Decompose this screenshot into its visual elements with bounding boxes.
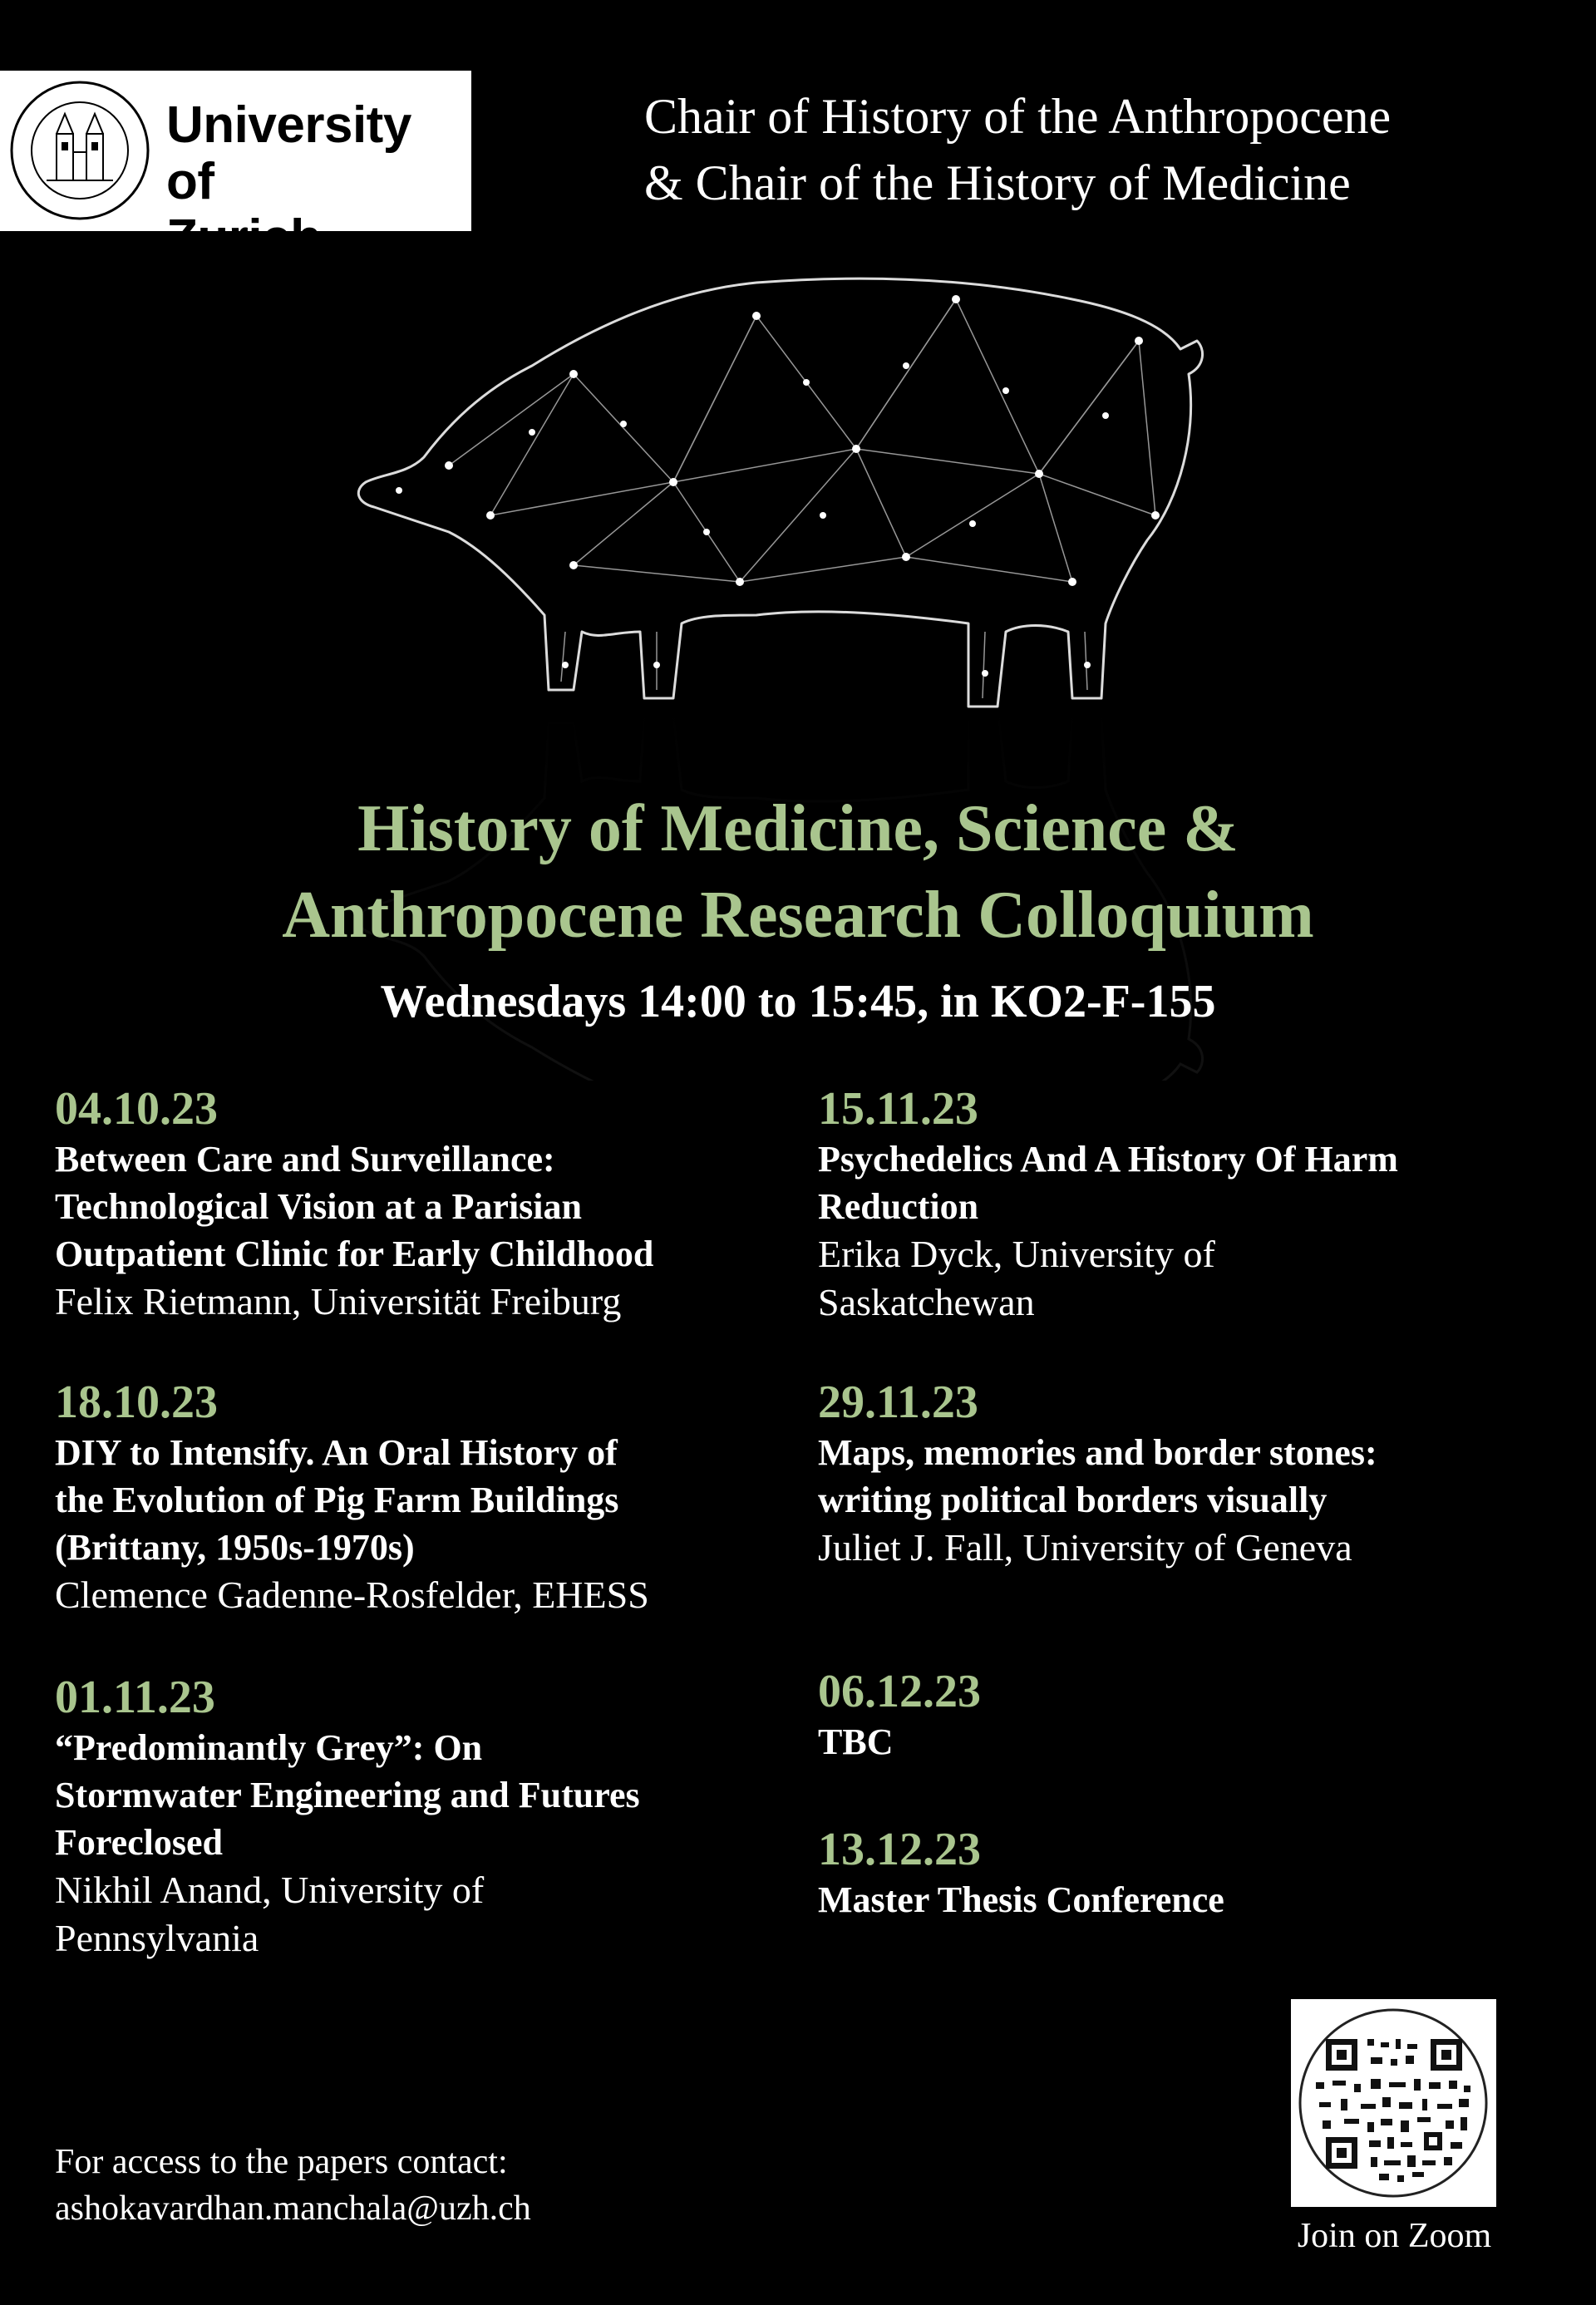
event-6 (818, 1665, 1566, 1766)
event-speaker: Pennsylvania (55, 1917, 259, 1959)
zoom-qr-code[interactable] (1291, 1999, 1496, 2207)
event-7 (818, 1823, 1566, 1923)
event-date: 18.10.23 (55, 1377, 218, 1428)
event-2 (55, 1376, 803, 1619)
event-title-line: Between Care and Surveillance: (55, 1139, 555, 1180)
event-speaker: Nikhil Anand, University of (55, 1869, 485, 1911)
contact-label: For access to the papers contact: (55, 2143, 508, 2181)
event-date: 04.10.23 (55, 1083, 218, 1135)
event-1 (55, 1082, 803, 1326)
logo-line-2: Zurich (166, 209, 322, 267)
event-title-line: Technological Vision at a Parisian (55, 1186, 583, 1227)
title-line-2: Anthropocene Research Colloquium (282, 879, 1314, 952)
event-title-line: Stormwater Engineering and Futures (55, 1775, 640, 1815)
qr-code-icon (1291, 1999, 1496, 2207)
title-line-1: History of Medicine, Science & (357, 792, 1239, 865)
event-title-line: TBC (818, 1721, 894, 1762)
wireframe-pig-illustration (324, 266, 1272, 1081)
logo-sup: UZH (324, 239, 362, 260)
event-4 (818, 1082, 1566, 1327)
event-speaker: Erika Dyck, University of (818, 1233, 1215, 1275)
event-title-line: “Predominantly Grey”: On (55, 1727, 483, 1768)
event-5 (818, 1376, 1566, 1572)
event-title-line: Psychedelics And A History Of Harm (818, 1139, 1398, 1180)
chair-line-1: Chair of History of the Anthropocene (644, 89, 1392, 144)
event-date: 13.12.23 (818, 1824, 981, 1875)
logo-line-1: University of (166, 96, 411, 210)
event-title-line: Maps, memories and border stones: (818, 1432, 1377, 1473)
event-title-line: DIY to Intensify. An Oral History of (55, 1432, 618, 1473)
event-title-line: Master Thesis Conference (818, 1879, 1224, 1920)
event-3 (55, 1671, 803, 1963)
event-title-line: the Evolution of Pig Farm Buildings (55, 1480, 619, 1520)
chairs-heading (644, 83, 1584, 216)
event-date: 01.11.23 (55, 1672, 215, 1723)
event-speaker: Felix Rietmann, Universität Freiburg (55, 1280, 622, 1322)
event-date: 06.12.23 (818, 1666, 981, 1717)
schedule-subtitle: Wednesdays 14:00 to 15:45, in KO2-F-155 (380, 976, 1216, 1027)
chair-line-2: & Chair of the History of Medicine (644, 155, 1351, 210)
event-title-line: Reduction (818, 1186, 979, 1227)
event-speaker: Clemence Gadenne-Rosfelder, EHESS (55, 1574, 649, 1616)
contact-info (55, 2139, 803, 2232)
university-logo (0, 71, 471, 267)
event-date: 15.11.23 (818, 1083, 978, 1135)
colloquium-title (0, 786, 1596, 958)
event-title-line: Foreclosed (55, 1822, 224, 1863)
event-title-line: writing political borders visually (818, 1480, 1328, 1520)
join-zoom-label: Join on Zoom (1297, 2217, 1492, 2255)
university-seal-icon (8, 79, 151, 222)
event-speaker: Juliet J. Fall, University of Geneva (818, 1526, 1352, 1569)
event-speaker: Saskatchewan (818, 1281, 1035, 1323)
event-date: 29.11.23 (818, 1377, 978, 1428)
event-title-line: Outpatient Clinic for Early Childhood (55, 1234, 654, 1274)
contact-email[interactable]: ashokavardhan.manchala@uzh.ch (55, 2189, 531, 2228)
event-title-line: (Brittany, 1950s-1970s) (55, 1527, 415, 1568)
